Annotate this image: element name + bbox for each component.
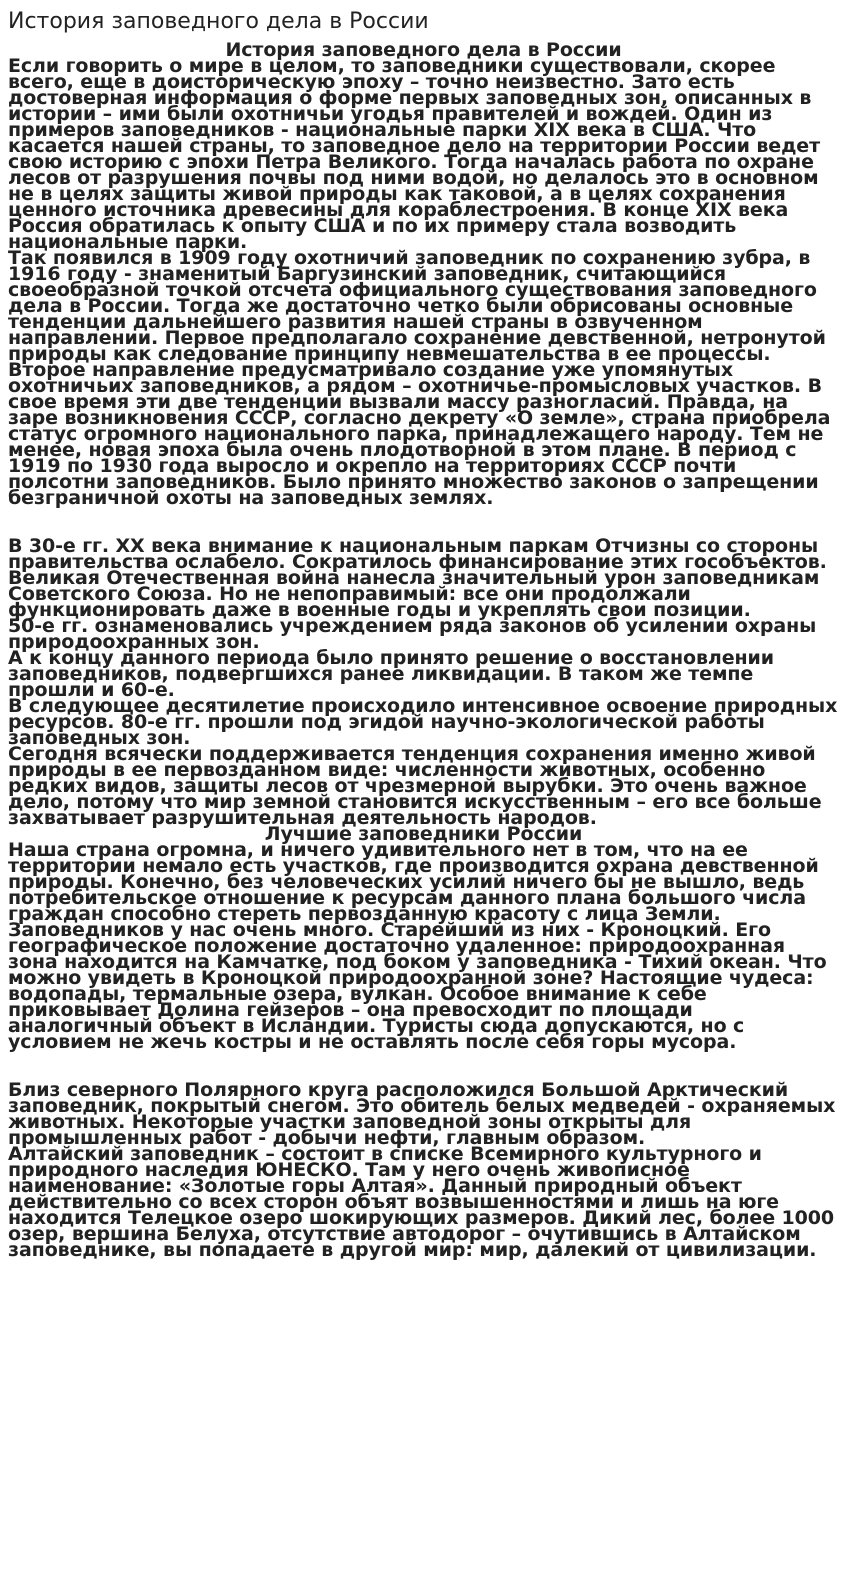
article-paragraph: Если говорить о мире в целом, то заповедники существовали, скорее всего, еще в доисторическую эпоху – точно неизвестно. Зато есть достоверная информация о форме первых заповедных зон, описанных в истории – ими были охотничьи угодья правителей и вождей. Один из примеров заповедников - национальные парки XIX века в США. Что касается нашей страны, то заповедное дело на территории России ведет свою историю с эпохи Петра Великого. Тогда началась работа по охране лесов от разрушения почвы под ними водой, но делалось это в основном не в целях защиты живой природы как таковой, а в целях сохранения ценного источника древесины для кораблестроения. В конце XIX века Россия обратилась к опыту США и по их примеру стала возводить национальные парки.	[8, 55, 821, 253]
article	[8, 39, 839, 1261]
article-paragraph: Так появился в 1909 году охотничий заповедник по сохранению зубра, в 1916 году - знаменитый Баргузинский заповедник, считающийся своеобразной точкой отсчета официального существования заповедного дела в России. Тогда же достаточно четко были обрисованы основные тенденции дальнейшего развития нашей страны в озвученном направлении. Первое предполагало сохранение девственной, нетронутой природы как следование принципу невмешательства в ее процессы. Второе направление предусматривало создание уже упомянутых охотничьих заповедников, а рядом – охотничье-промысловых участков. В свое время эти две тенденции вызвали массу разногласий. Правда, на заре возникновения СССР, согласно декрету «О земле», страна приобрела статус огромного национального парка, принадлежащего народу. Тем не менее, новая эпоха была очень плодотворной в этом плане. В период с 1919 по 1930 года выросло и окрепло на территориях СССР почти полсотни заповедников. Было принято множество законов о запрещении безграничной охоты на заповедных землях.	[8, 247, 831, 509]
section-heading: Лучшие заповедники России	[264, 823, 583, 845]
article-paragraph: Сегодня всячески поддерживается тенденция сохранения именно живой природы в ее первозданном виде: численности животных, особенно редких видов, защиты лесов от чрезмерной вырубки. Это очень важное дело, потому что мир земной становится искусственным – его все больше захватывает разрушительная деятельность народов.	[8, 743, 822, 829]
spacer	[8, 506, 839, 538]
article-heading: История заповедного дела в России	[225, 39, 622, 61]
article-paragraph: В 30-е гг. XX века внимание к национальным паркам Отчизны со стороны правительства ослабело. Сократилось финансирование этих гособъектов. Великая Отечественная война нанесла значительный урон заповедникам Советского Союза. Но не непоправимый: все они продолжали функционировать даже в военные годы и укреплять свои позиции.	[8, 535, 827, 621]
spacer	[8, 1050, 839, 1082]
article-paragraph: А к концу данного периода было принято решение о восстановлении заповедников, подвергшихся ранее ликвидации. В таком же темпе прошли и 60-е.	[8, 647, 774, 701]
article-paragraph: В следующее десятилетие происходило интенсивное освоение природных ресурсов. 80-е гг. прошли под эгидой научно-экологической работы заповедных зон.	[8, 695, 838, 749]
page-title: История заповедного дела в России	[8, 9, 429, 34]
article-paragraph: Наша страна огромна, и ничего удивительного нет в том, что на ее территории немало есть участков, где производится охрана девственной природы. Конечно, без человеческих усилий ничего бы не вышло, ведь потребительское отношение к ресурсам данного плана большого числа граждан способно стереть первозданную красоту с лица Земли.	[8, 839, 819, 925]
article-paragraph: Алтайский заповедник – состоит в списке Всемирного культурного и природного наследия ЮНЕСКО. Там у него очень живописное наименование: «Золотые горы Алтая». Данный природный объект действительно со всех сторон объят возвышенностями и лишь на юге находится Телецкое озеро шокирующих размеров. Дикий лес, более 1000 озер, вершина Белуха, отсутствие автодорог – очутившись в Алтайском заповеднике, вы попадаете в другой мир: мир, далекий от цивилизации.	[8, 1143, 834, 1261]
article-paragraph: 50-е гг. ознаменовались учреждением ряда законов об усилении охраны природоохранных зон.	[8, 615, 817, 653]
article-paragraph: Заповедников у нас очень много. Старейший из них - Кроноцкий. Его географическое положение достаточно удаленное: природоохранная зона находится на Камчатке, под боком у заповедника - Тихий океан. Что можно увидеть в Кроноцкой природоохранной зоне? Настоящие чудеса: водопады, термальные озера, вулкан. Особое внимание к себе приковывает Долина гейзеров – она превосходит по площади аналогичный объект в Исландии. Туристы сюда допускаются, но с условием не жечь костры и не оставлять после себя горы мусора.	[8, 919, 827, 1053]
article-paragraph: Близ северного Полярного круга расположился Большой Арктический заповедник, покрытый снегом. Это обитель белых медведей - охраняемых животных. Некоторые участки заповедной зоны открыты для промышленных работ - добычи нефти, главным образом.	[8, 1079, 836, 1149]
